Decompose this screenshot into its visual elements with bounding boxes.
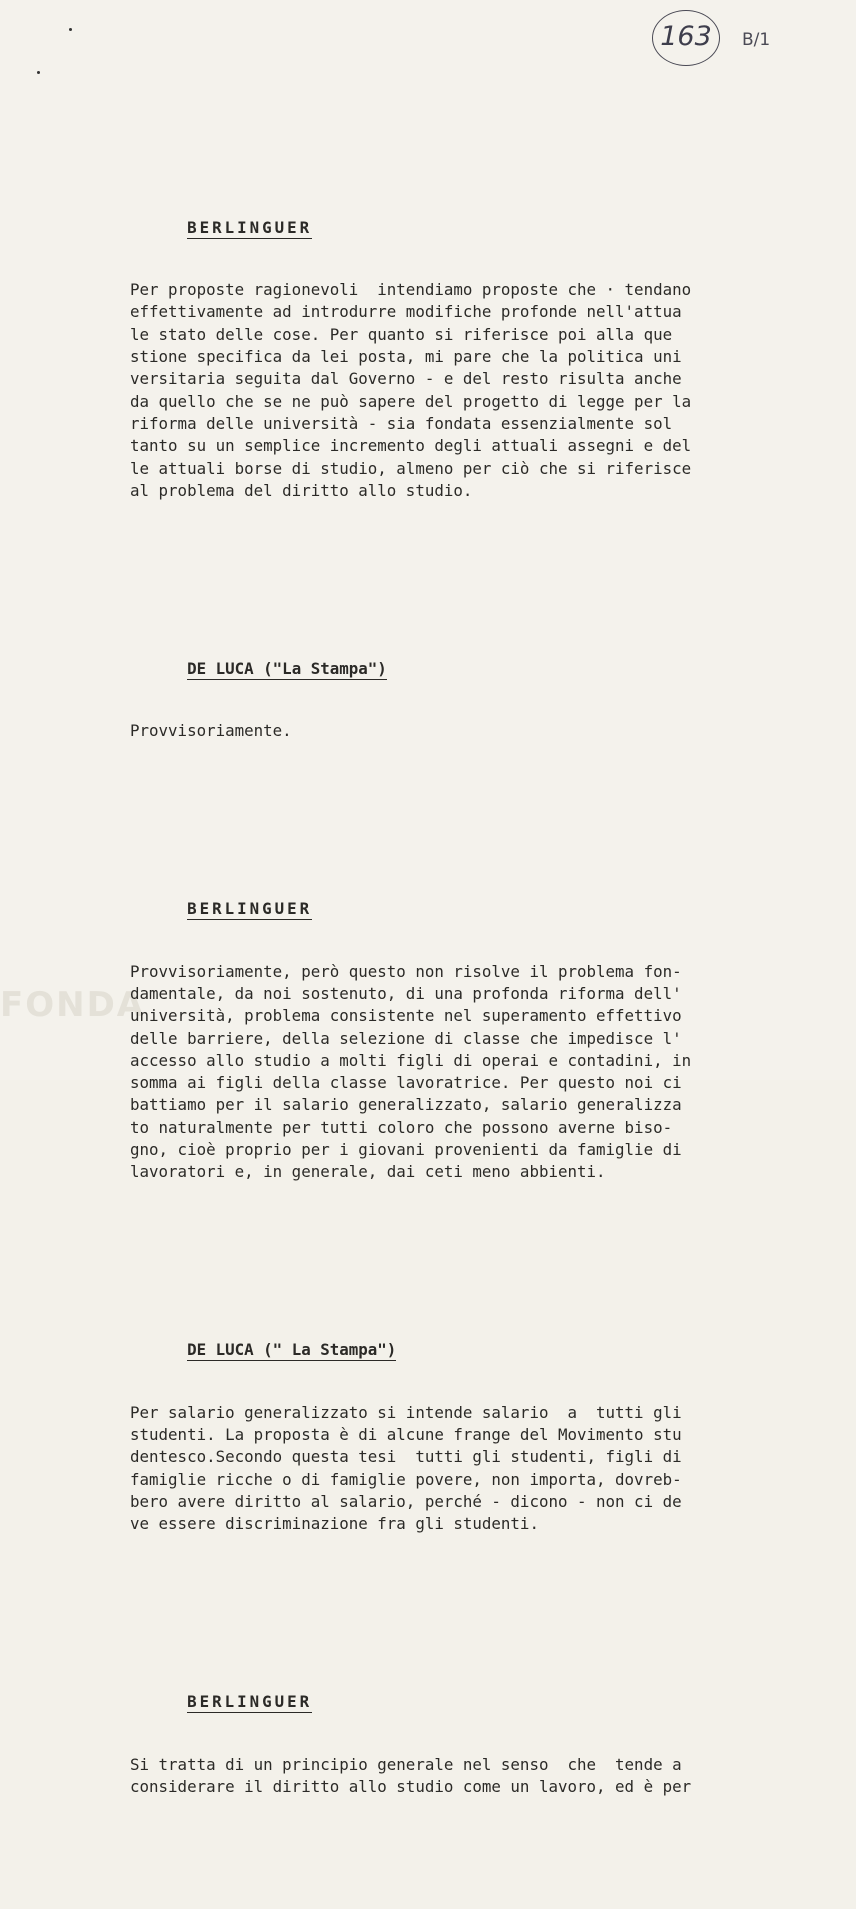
ink-dot bbox=[69, 28, 72, 31]
section-paragraph: Per proposte ragionevoli intendiamo proposte che · tendano effettivamente ad introdurre modifiche profonde nell'attua le stato delle cose. Per quanto si riferisce poi alla que stione specifica da lei posta, mi pare che la politica uni versitaria seguita dal Governo - e del resto risulta anche da quello che se ne può sapere del progetto di legge per la riforma delle università - sia fondata essenzialmente sol tanto su un semplice incremento degli attuali assegni e del le attuali borse di studio, almeno per ciò che si riferisce al problema del diritto allo studio. bbox=[130, 280, 692, 500]
section-3 bbox=[130, 876, 780, 1246]
folio-number-stamp: 163 bbox=[652, 10, 720, 66]
speaker-heading: BERLINGUER bbox=[187, 217, 313, 237]
speaker-heading: DE LUCA ("La Stampa") bbox=[187, 658, 387, 678]
section-paragraph: Per salario generalizzato si intende salario a tutti gli studenti. La proposta è di alcune frange del Movimento stu dentesco.Secondo questa tesi tutti gli studenti, figli di famiglie ricche o di famiglie povere, non importa, dovreb- bero avere diritto al salario, perché - dicono - non ci de ve essere discriminazione fra gli studenti. bbox=[130, 1402, 682, 1534]
section-paragraph: Provvisoriamente, però questo non risolve il problema fon- damentale, da noi sostenuto, di una profonda riforma dell' università, problema consistente nel superamento effettivo delle barriere, della selezione di classe che impedisce l' accesso allo studio a molti figli di operai e contadini, in somma ai figli della classe lavoratrice. Per questo noi ci battiamo per il salario generalizzato, salario generalizza to naturalmente per tutti coloro che possono averne biso- gno, cioè proprio per i giovani provenienti da famiglie di lavoratori e, in generale, dai ceti meno abbienti. bbox=[130, 961, 692, 1182]
section-paragraph: Provvisoriamente. bbox=[130, 721, 292, 741]
section-5 bbox=[130, 1669, 780, 1861]
speaker-heading: DE LUCA (" La Stampa") bbox=[187, 1340, 397, 1360]
section-1 bbox=[130, 195, 780, 565]
speaker-heading: BERLINGUER bbox=[187, 1692, 313, 1712]
section-paragraph: Si tratta di un principio generale nel senso che tende a considerare il diritto allo studio come un lavoro, ed è per bbox=[130, 1754, 692, 1796]
speaker-heading: BERLINGUER bbox=[187, 899, 313, 919]
section-2 bbox=[130, 636, 780, 805]
ink-dot bbox=[37, 71, 40, 74]
archive-reference: B/1 bbox=[742, 30, 771, 50]
watermark: FONDA bbox=[0, 985, 146, 1025]
section-4 bbox=[130, 1317, 780, 1598]
transcript-body bbox=[130, 150, 780, 1909]
